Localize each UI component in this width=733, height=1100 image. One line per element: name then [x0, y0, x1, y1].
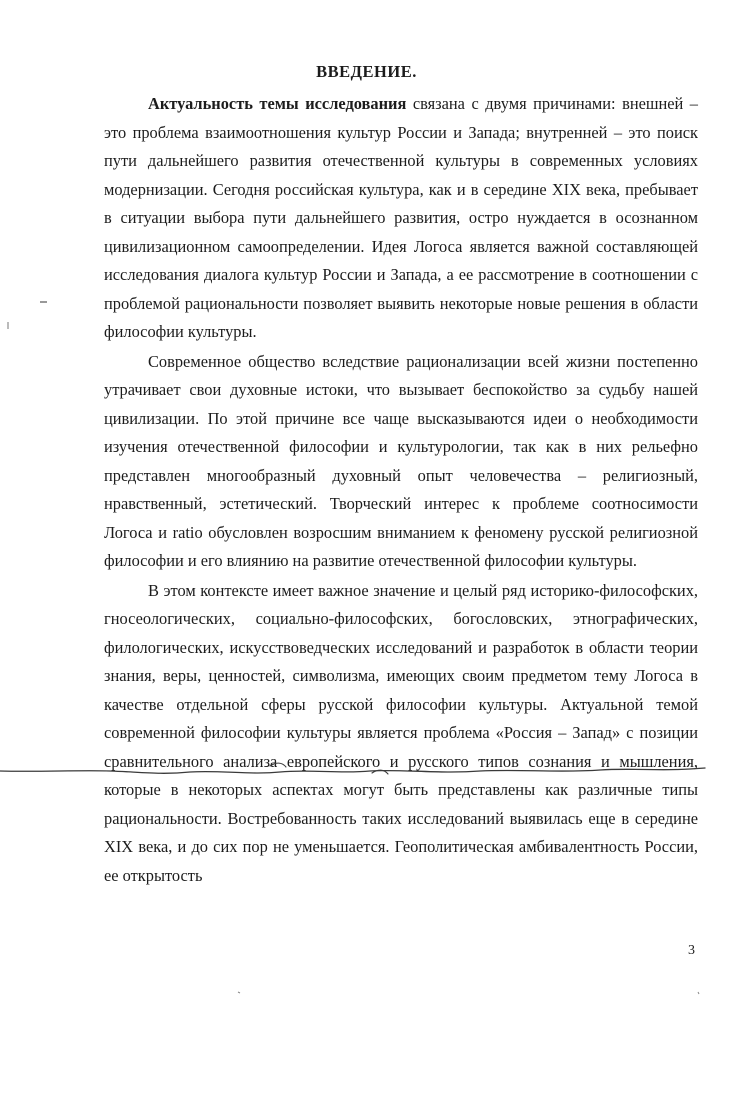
paragraph-2 [104, 348, 698, 576]
paragraph-3 [104, 577, 698, 891]
page-title: ВВЕДЕНИЕ. [316, 62, 417, 81]
paragraph-1-lead: Актуальность темы исследования [148, 94, 407, 113]
paragraph-1-text: связана с двумя причинами: внешней – это проблема взаимоотношения культур России и Запада; внутренней – это поиск пути дальнейшего развития отечественной культуры в современных условиях модернизации. Сегодня российская культура, как и в середине XIX века, пребывает в ситуации выбора пути дальнейшего развития, остро нуждается в осознанном цивилизационном самоопределении. Идея Логоса является важной составляющей исследования диалога культур России и Запада, а ее рассмотрение в соотношении с проблемой рациональности позволяет выявить некоторые новые решения в области философии культуры. [104, 94, 698, 341]
paragraph-3-text: В этом контексте имеет важное значение и целый ряд историко-философских, гносеологических, социально-философских, богословских, этнографических, филологических, искусствоведческих исследований и разработок в области теории знания, веры, ценностей, символизма, имеющих своим предметом тему Логоса в качестве отдельной сферы русской философии культуры. Актуальной темой современной философии культуры является проблема «Россия – Запад» с позиции сравнительного анализа европейского и русского типов сознания и мышления, которые в некоторых аспектах могут быть представлены как различные типы рациональности. Востребованность таких исследований выявилась еще в середине XIX века, и до сих пор не уменьшается. Геополитическая амбивалентность России, ее открытость [104, 580, 698, 885]
paragraph-2-text: Современное общество вследствие рационализации всей жизни постепенно утрачивает свои духовные истоки, что вызывает беспокойство за судьбу нашей цивилизации. По этой причине все чаще высказываются идеи о необходимости изучения отечественной философии и культурологии, так как в них рельефно представлен многообразный духовный опыт человечества – религиозный, нравственный, эстетический. Творческий интерес к проблеме соотносимости Логоса и ratio обусловлен возросшим вниманием к феномену русской религиозной философии и его влиянию на развитие отечественной философии культуры. [104, 351, 698, 570]
page-number: 3 [688, 943, 695, 958]
paragraph-1 [104, 90, 698, 347]
bottom-speck-left [238, 992, 240, 993]
bottom-speck-right [698, 992, 699, 994]
body-text [104, 90, 698, 890]
